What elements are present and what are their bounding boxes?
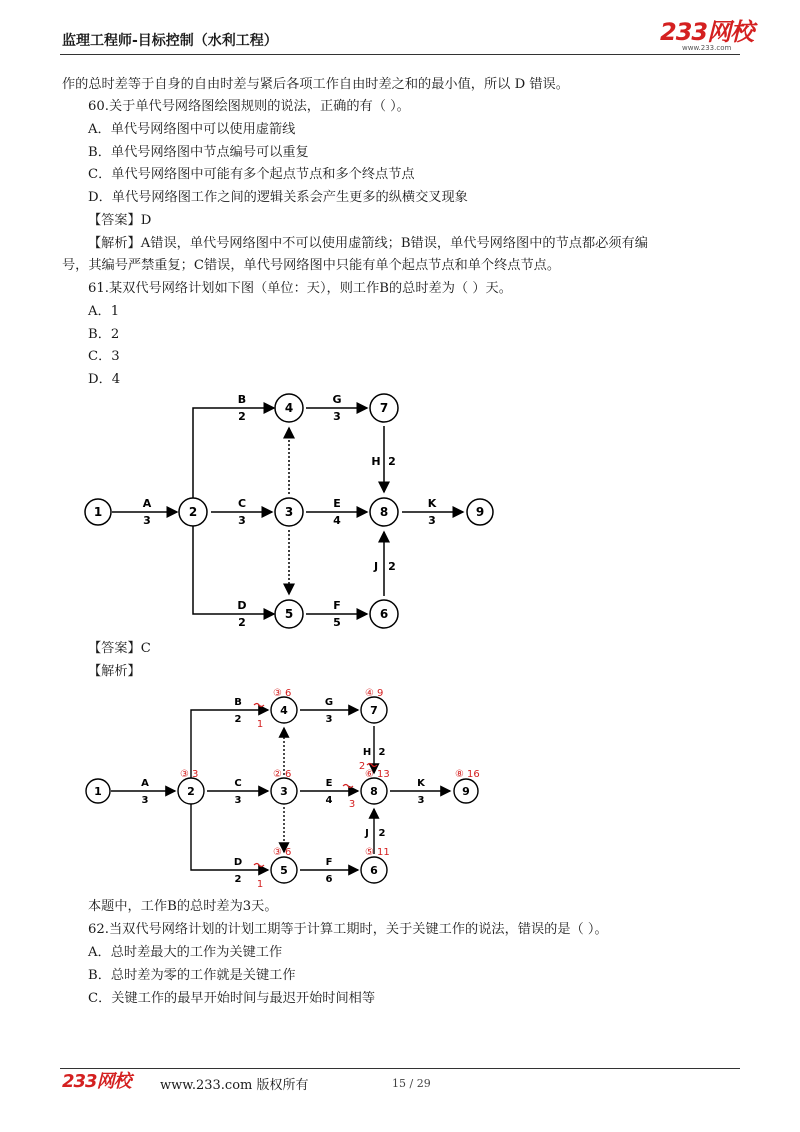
option-61c: C．3 [88,349,120,364]
et-value-node-4: 6 [285,688,292,699]
activity-duration-j: 2 [388,560,396,573]
sol-activity-name-h: H [362,747,372,758]
sol-activity-name-c: C [234,778,242,789]
free-float-e: 3 [348,799,356,810]
et-marker-node-6: ⑤ [365,847,374,858]
node-label-5: 5 [284,607,294,621]
et-marker-node-2: ③ [180,769,189,780]
sol-activity-duration-c: 3 [234,795,242,806]
activity-name-j: J [373,560,379,573]
sol-activity-name-d: D [233,857,243,868]
sol-activity-duration-a: 3 [141,795,149,806]
et-marker-node-9: ⑧ [455,769,464,780]
node-label-6: 6 [379,607,389,621]
et-value-node-3: 6 [285,769,292,780]
option-62c: C．关键工作的最早开始时间与最迟开始时间相等 [88,991,376,1006]
activity-duration-f: 5 [333,616,341,629]
option-61a: A．1 [88,304,120,319]
sol-activity-duration-d: 2 [234,874,242,885]
sol-activity-name-b: B [234,697,242,708]
et-marker-node-8: ⑥ [365,769,374,780]
logo-text: 233网校 [660,18,754,46]
sol-node-label-2: 2 [187,785,195,798]
header-divider [60,54,740,55]
question-62: 62.当双代号网络计划的计划工期等于计算工期时，关于关键工作的说法，错误的是（ ）。 [88,922,608,937]
sol-activity-duration-g: 3 [325,714,333,725]
activity-duration-g: 3 [333,410,341,423]
et-marker-node-4: ③ [273,688,282,699]
sol-node-label-1: 1 [94,785,102,798]
activity-name-a: A [142,497,152,510]
et-value-node-2: 3 [192,769,199,780]
option-60b: B．单代号网络图中节点编号可以重复 [88,145,309,160]
free-float-h: 2 [358,761,366,772]
free-float-b: 1 [256,719,264,730]
activity-duration-b: 2 [238,410,246,423]
wavy-line-e [343,785,353,788]
option-62a: A．总时差最大的工作为关键工作 [88,945,283,960]
sol-activity-duration-e: 4 [325,795,333,806]
et-value-node-8: 13 [377,769,390,780]
sol-activity-duration-b: 2 [234,714,242,725]
sol-activity-duration-h: 2 [378,747,386,758]
answer-60: 【答案】D [88,213,152,228]
activity-name-e: E [333,497,341,510]
et-marker-node-7: ④ [365,688,374,699]
sol-activity-name-f: F [325,857,333,868]
sol-node-label-9: 9 [462,785,470,798]
sol-node-label-6: 6 [370,864,378,877]
activity-name-b: B [237,393,247,406]
free-float-d: 1 [256,879,264,890]
et-value-node-9: 16 [467,769,480,780]
wavy-line-h [367,764,377,767]
activity-duration-k: 3 [428,514,436,527]
conclusion-61: 本题中，工作B的总时差为3天。 [88,899,278,914]
et-marker-node-5: ③ [273,847,282,858]
wavy-line-d [254,864,264,867]
activity-duration-a: 3 [143,514,151,527]
sol-activity-duration-k: 3 [417,795,425,806]
activity-name-k: K [427,497,437,510]
et-marker-node-3: ② [273,769,282,780]
sol-activity-name-a: A [141,778,149,789]
sol-node-label-7: 7 [370,704,378,717]
network-diagram-question [0,390,800,635]
document-header-title: 监理工程师-目标控制（水利工程） [62,33,278,49]
option-60a: A．单代号网络图中可以使用虚箭线 [88,122,296,137]
node-label-4: 4 [284,401,294,415]
et-value-node-5: 6 [285,847,292,858]
et-value-node-6: 11 [377,847,390,858]
wavy-line-b [254,704,264,707]
answer-61: 【答案】C [88,641,151,656]
page-number: 15 / 29 [392,1077,431,1090]
question-61: 61.某双代号网络计划如下图（单位：天），则工作B的总时差为（ ）天。 [88,281,512,296]
sol-node-label-4: 4 [280,704,288,717]
activity-name-f: F [333,599,341,612]
sol-activity-name-k: K [417,778,425,789]
sol-activity-duration-f: 6 [325,874,333,885]
option-62b: B．总时差为零的工作就是关键工作 [88,968,296,983]
footer-logo-text: 233网校 [62,1071,131,1092]
node-label-8: 8 [379,505,389,519]
question-60: 60.关于单代号网络图绘图规则的说法，正确的有（ ）。 [88,99,410,114]
explanation-60-line2: 号，其编号严禁重复；C错误，单代号网络图中只能有单个起点节点和单个终点节点。 [62,258,561,273]
sol-arrow-d [191,803,268,870]
continued-explanation: 作的总时差等于自身的自由时差与紧后各项工作自由时差之和的最小值，所以 D 错误。 [62,77,569,92]
network-diagram-solution [0,683,800,893]
et-value-node-7: 9 [377,688,384,699]
activity-duration-d: 2 [238,616,246,629]
activity-duration-h: 2 [388,455,396,468]
footer-logo[interactable] [62,1072,131,1092]
explanation-61-label: 【解析】 [88,664,141,679]
sol-activity-name-e: E [325,778,333,789]
sol-activity-name-g: G [324,697,334,708]
sol-activity-duration-j: 2 [378,828,386,839]
activity-duration-c: 3 [238,514,246,527]
option-61d: D．4 [88,372,121,387]
sol-node-label-5: 5 [280,864,288,877]
option-60d: D．单代号网络图工作之间的逻辑关系会产生更多的纵横交叉现象 [88,190,468,205]
sol-node-label-8: 8 [370,785,378,798]
arrow-d [193,524,274,614]
sol-activity-name-j: J [365,828,369,839]
activity-name-d: D [237,599,247,612]
sol-node-label-3: 3 [280,785,288,798]
footer-copyright: www.233.com 版权所有 [160,1078,309,1093]
option-60c: C．单代号网络图中可能有多个起点节点和多个终点节点 [88,167,415,182]
node-label-9: 9 [475,505,485,519]
activity-name-h: H [371,455,381,468]
option-61b: B．2 [88,327,120,342]
arrow-b [193,408,274,500]
node-label-3: 3 [284,505,294,519]
node-label-2: 2 [188,505,198,519]
activity-duration-e: 4 [333,514,341,527]
node-label-7: 7 [379,401,389,415]
activity-name-g: G [332,393,342,406]
footer-divider [60,1068,740,1069]
node-label-1: 1 [93,505,103,519]
brand-logo[interactable] [660,20,753,52]
explanation-60-line1: 【解析】A错误，单代号网络图中不可以使用虚箭线；B错误，单代号网络图中的节点都必须有编 [88,236,648,251]
logo-url: www.233.com [682,44,732,52]
activity-name-c: C [237,497,247,510]
